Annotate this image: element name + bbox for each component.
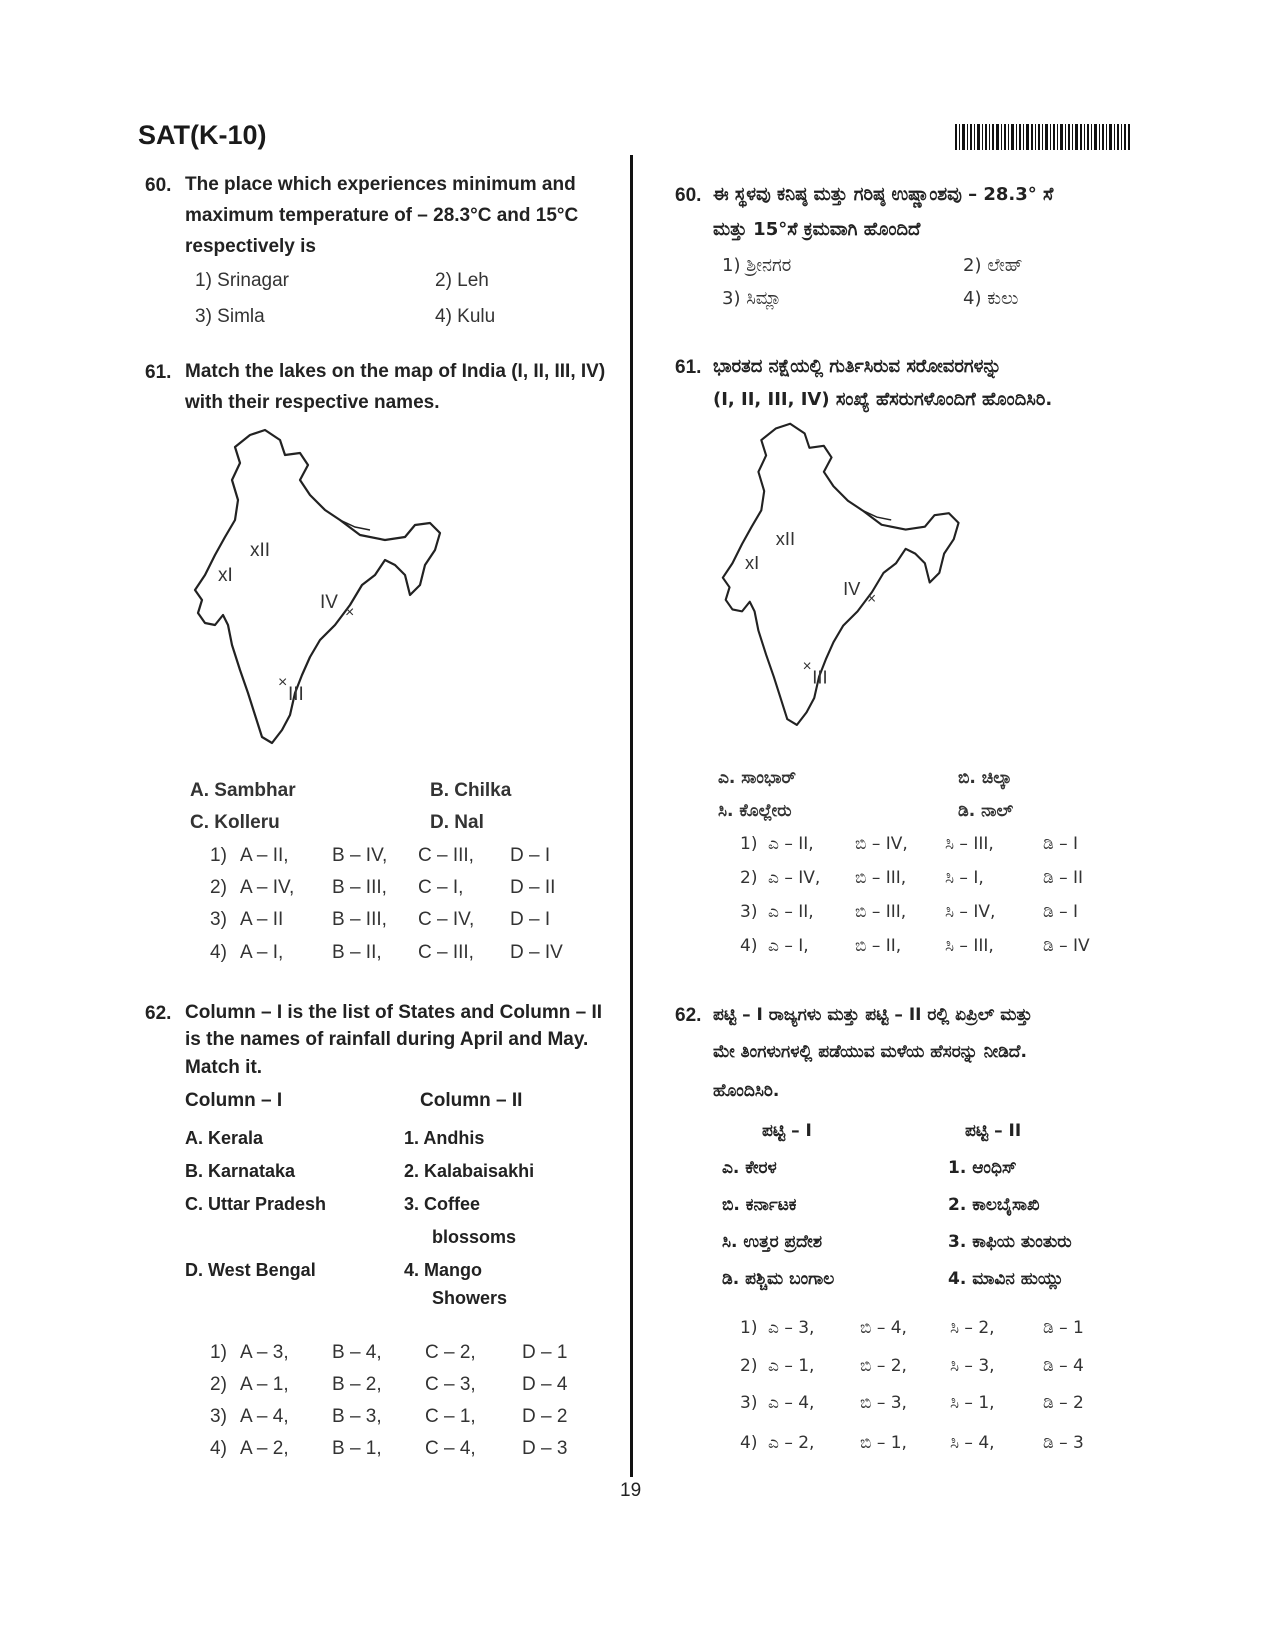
k-q62-col2-4: 4. ಮಾವಿನ ಹುಯ್ಲು [948, 1269, 1064, 1289]
k-q61-name-b: ಬಿ. ಚಿಲ್ಕಾ [958, 768, 1012, 788]
q62-opt4-d: D – 3 [522, 1438, 568, 1459]
k-q61-opt4-num: 4) [740, 936, 758, 956]
q62-opt3-a: A – 4, [240, 1406, 289, 1427]
k-q60-option-2: 2) ಲೇಹ್ [963, 255, 1024, 276]
k-q61-text-line2: (I, II, III, IV) ಸಂಖ್ಯೆ ಹೆಸರುಗಳೊಂದಿಗೆ ಹೊಂದಿಸಿರಿ. [713, 389, 1053, 410]
k-q62-text-line3: ಹೊಂದಿಸಿರಿ. [713, 1081, 780, 1101]
q62-opt2-a: A – 1, [240, 1374, 289, 1395]
k-q60-number: 60. [675, 185, 702, 206]
q62-col1-header: Column – I [185, 1090, 283, 1111]
q61-text-line1: Match the lakes on the map of India (I, II, III, IV) [185, 361, 606, 382]
q61-text-line2: with their respective names. [185, 392, 440, 413]
q62-opt1-d: D – 1 [522, 1342, 568, 1363]
barcode [955, 124, 1130, 150]
q62-col2-3-cont: blossoms [432, 1227, 517, 1247]
k-q62-col1-c: ಸಿ. ಉತ್ತರ ಪ್ರದೇಶ [722, 1232, 823, 1252]
q60-text-line2: maximum temperature of – 28.3°C and 15°C [185, 205, 579, 226]
q62-text-line1: Column – I is the list of States and Column – II [185, 1002, 602, 1023]
q62-opt2-c: C – 3, [425, 1374, 476, 1395]
k-q62-opt4-d: ಡಿ – 3 [1043, 1433, 1084, 1453]
k-q62-opt3-num: 3) [740, 1393, 758, 1413]
k-map-label-II: xII [775, 527, 796, 549]
k-q62-text-line1: ಪಟ್ಟಿ – I ರಾಜ್ಯಗಳು ಮತ್ತು ಪಟ್ಟಿ – II ರಲ್ಲಿ ಏಪ್ರಿಲ್ ಮತ್ತು [713, 1005, 1033, 1025]
k-q61-opt2-c: ಸಿ – I, [945, 868, 984, 888]
k-q61-number: 61. [675, 357, 702, 378]
q60-text-line3: respectively is [185, 236, 316, 257]
q61-opt4-num: 4) [210, 942, 227, 963]
q62-col2-4-cont: Showers [432, 1288, 508, 1308]
q61-name-b: B. Chilka [430, 780, 512, 801]
q62-opt3-b: B – 3, [332, 1406, 382, 1427]
q62-number: 62. [145, 1003, 172, 1024]
k-q62-col1-a: ಎ. ಕೇರಳ [722, 1158, 777, 1178]
q62-col1-d: D. West Bengal [185, 1260, 316, 1280]
k-q62-col1-d: ಡಿ. ಪಶ್ಚಿಮ ಬಂಗಾಲ [722, 1269, 835, 1289]
q61-name-c: C. Kolleru [190, 812, 280, 833]
q62-col2-1: 1. Andhis [404, 1128, 485, 1148]
k-q61-name-c: ಸಿ. ಕೊಲ್ಲೇರು [718, 801, 792, 821]
q61-number: 61. [145, 362, 172, 383]
q62-opt3-d: D – 2 [522, 1406, 568, 1427]
k-q62-col1-b: ಬಿ. ಕರ್ನಾಟಕ [722, 1195, 797, 1215]
india-map-english [190, 425, 455, 765]
page-header-title: SAT(K-10) [138, 120, 267, 150]
k-q62-opt1-c: ಸಿ – 2, [950, 1318, 995, 1338]
k-q61-opt4-c: ಸಿ – III, [945, 936, 994, 956]
k-q60-option-4: 4) ಕುಲು [963, 288, 1019, 309]
q62-opt2-b: B – 2, [332, 1374, 382, 1395]
k-q62-opt1-d: ಡಿ – 1 [1043, 1318, 1084, 1338]
k-q61-opt3-b: ಬಿ – III, [855, 902, 907, 922]
k-q62-number: 62. [675, 1005, 702, 1026]
k-q62-opt3-d: ಡಿ – 2 [1043, 1393, 1084, 1413]
k-q61-opt4-d: ಡಿ – IV [1043, 936, 1090, 956]
k-q62-opt4-num: 4) [740, 1433, 758, 1453]
k-q61-opt2-d: ಡಿ – II [1043, 868, 1084, 888]
map-label-II: xII [250, 540, 271, 561]
k-q60-text-line2: ಮತ್ತು 15°ಸೆ ಕ್ರಮವಾಗಿ ಹೊಂದಿದೆ [713, 219, 921, 240]
q61-opt4-c: C – III, [418, 942, 474, 963]
k-q61-opt2-num: 2) [740, 868, 758, 888]
q61-opt3-c: C – IV, [418, 909, 475, 930]
map-label-IV: IV [320, 592, 338, 613]
map-label-III: III [288, 684, 304, 705]
k-q61-opt4-b: ಬಿ – II, [855, 936, 902, 956]
q61-opt1-a: A – II, [240, 845, 289, 866]
svg-text:×: × [345, 604, 355, 621]
q61-opt1-num: 1) [210, 845, 227, 866]
q62-col2-2: 2. Kalabaisakhi [404, 1161, 535, 1181]
k-q62-opt1-b: ಬಿ – 4, [860, 1318, 907, 1338]
q60-option-4: 4) Kulu [435, 306, 496, 327]
k-map-label-III: III [812, 666, 828, 688]
q61-opt3-d: D – I [510, 909, 551, 930]
k-q61-opt2-b: ಬಿ – III, [855, 868, 907, 888]
k-q61-opt1-a: ಎ – II, [768, 834, 814, 854]
k-map-label-IV: IV [843, 578, 861, 600]
q61-opt1-b: B – IV, [332, 845, 388, 866]
q61-opt2-num: 2) [210, 877, 227, 898]
k-q61-opt1-d: ಡಿ – I [1043, 834, 1079, 854]
q60-option-1: 1) Srinagar [195, 270, 289, 291]
svg-text:×: × [867, 590, 877, 608]
q62-opt3-c: C – 1, [425, 1406, 476, 1427]
q62-opt4-num: 4) [210, 1438, 227, 1459]
k-q62-col1-header: ಪಟ್ಟಿ – I [762, 1121, 812, 1141]
q60-number: 60. [145, 175, 172, 196]
k-q60-text-line1: ಈ ಸ್ಥಳವು ಕನಿಷ್ಠ ಮತ್ತು ಗರಿಷ್ಠ ಉಷ್ಣಾಂಶವು – 28.3° ಸೆ [713, 184, 1054, 205]
svg-text:×: × [802, 658, 812, 676]
q62-col2-header: Column – II [420, 1090, 523, 1111]
k-q62-col2-header: ಪಟ್ಟಿ – II [965, 1121, 1022, 1141]
q61-opt2-a: A – IV, [240, 877, 295, 898]
q62-opt4-c: C – 4, [425, 1438, 476, 1459]
q61-opt1-d: D – I [510, 845, 551, 866]
q62-text-line2: is the names of rainfall during April and May. [185, 1029, 589, 1050]
page-number: 19 [620, 1480, 642, 1501]
q62-opt4-a: A – 2, [240, 1438, 289, 1459]
k-q62-opt2-d: ಡಿ – 4 [1043, 1356, 1084, 1376]
q61-name-d: D. Nal [430, 812, 484, 833]
k-q61-name-a: ಎ. ಸಾಂಭಾರ್ [718, 768, 796, 788]
k-q61-opt3-c: ಸಿ – IV, [945, 902, 996, 922]
k-q61-opt1-c: ಸಿ – III, [945, 834, 994, 854]
q61-opt2-c: C – I, [418, 877, 464, 898]
k-q62-col2-2: 2. ಕಾಲಬೈಸಾಖಿ [948, 1195, 1040, 1215]
q62-col1-a: A. Kerala [185, 1128, 264, 1148]
k-q61-opt1-num: 1) [740, 834, 758, 854]
k-q61-text-line1: ಭಾರತದ ನಕ್ಷೆಯಲ್ಲಿ ಗುರ್ತಿಸಿರುವ ಸರೋವರಗಳನ್ನು [713, 356, 1002, 377]
q61-name-a: A. Sambhar [190, 780, 296, 801]
k-q61-name-d: ಡಿ. ನಾಲ್ [958, 801, 1014, 821]
k-map-label-I: xI [744, 552, 760, 574]
k-q62-col2-3: 3. ಕಾಫಿಯ ತುಂತುರು [948, 1232, 1072, 1252]
k-q62-opt1-a: ಎ – 3, [768, 1318, 815, 1338]
k-q62-opt2-a: ಎ – 1, [768, 1356, 815, 1376]
q62-col1-c: C. Uttar Pradesh [185, 1194, 327, 1214]
q62-opt1-a: A – 3, [240, 1342, 289, 1363]
q61-opt4-d: D – IV [510, 942, 563, 963]
q61-opt3-b: B – III, [332, 909, 387, 930]
q61-opt2-b: B – III, [332, 877, 387, 898]
q61-opt2-d: D – II [510, 877, 556, 898]
q62-opt3-num: 3) [210, 1406, 227, 1427]
q60-option-2: 2) Leh [435, 270, 489, 291]
q61-opt3-a: A – II [240, 909, 284, 930]
q62-opt2-num: 2) [210, 1374, 227, 1395]
q60-text-line1: The place which experiences minimum and [185, 174, 576, 195]
q61-opt4-b: B – II, [332, 942, 382, 963]
q62-col1-b: B. Karnataka [185, 1161, 296, 1181]
k-q61-opt3-num: 3) [740, 902, 758, 922]
k-q62-opt3-b: ಬಿ – 3, [860, 1393, 907, 1413]
q62-opt1-c: C – 2, [425, 1342, 476, 1363]
k-q62-opt2-c: ಸಿ – 3, [950, 1356, 995, 1376]
k-q62-opt4-b: ಬಿ – 1, [860, 1433, 907, 1453]
k-q62-opt4-a: ಎ – 2, [768, 1433, 815, 1453]
q61-opt4-a: A – I, [240, 942, 284, 963]
column-divider [630, 155, 633, 1477]
k-q60-option-3: 3) ಸಿಮ್ಲಾ [722, 288, 782, 309]
k-q61-opt3-a: ಎ – II, [768, 902, 814, 922]
map-label-I: xI [218, 565, 233, 586]
q61-opt1-c: C – III, [418, 845, 474, 866]
k-q62-opt2-num: 2) [740, 1356, 758, 1376]
q62-col2-4: 4. Mango [404, 1260, 483, 1280]
k-q61-opt2-a: ಎ – IV, [768, 868, 821, 888]
q62-col2-3: 3. Coffee [404, 1194, 481, 1214]
q62-opt1-b: B – 4, [332, 1342, 382, 1363]
q60-option-3: 3) Simla [195, 306, 265, 327]
q62-opt4-b: B – 1, [332, 1438, 382, 1459]
k-q61-opt1-b: ಬಿ – IV, [855, 834, 908, 854]
q62-opt2-d: D – 4 [522, 1374, 568, 1395]
india-map-kannada [718, 415, 973, 750]
k-q61-opt3-d: ಡಿ – I [1043, 902, 1079, 922]
k-q62-opt3-a: ಎ – 4, [768, 1393, 815, 1413]
q61-opt3-num: 3) [210, 909, 227, 930]
k-q62-opt1-num: 1) [740, 1318, 758, 1338]
k-q62-text-line2: ಮೇ ತಿಂಗಳುಗಳಲ್ಲಿ ಪಡೆಯುವ ಮಳೆಯ ಹೆಸರನ್ನು ನೀಡಿದೆ. [713, 1042, 1027, 1062]
k-q62-opt4-c: ಸಿ – 4, [950, 1433, 995, 1453]
k-q62-opt3-c: ಸಿ – 1, [950, 1393, 995, 1413]
k-q61-opt4-a: ಎ – I, [768, 936, 809, 956]
q62-opt1-num: 1) [210, 1342, 227, 1363]
k-q62-col2-1: 1. ಆಂಧಿಸ್ [948, 1158, 1017, 1178]
svg-text:×: × [278, 674, 288, 691]
q62-text-line3: Match it. [185, 1057, 263, 1078]
k-q60-option-1: 1) ಶ್ರೀನಗರ [722, 255, 792, 276]
k-q62-opt2-b: ಬಿ – 2, [860, 1356, 907, 1376]
